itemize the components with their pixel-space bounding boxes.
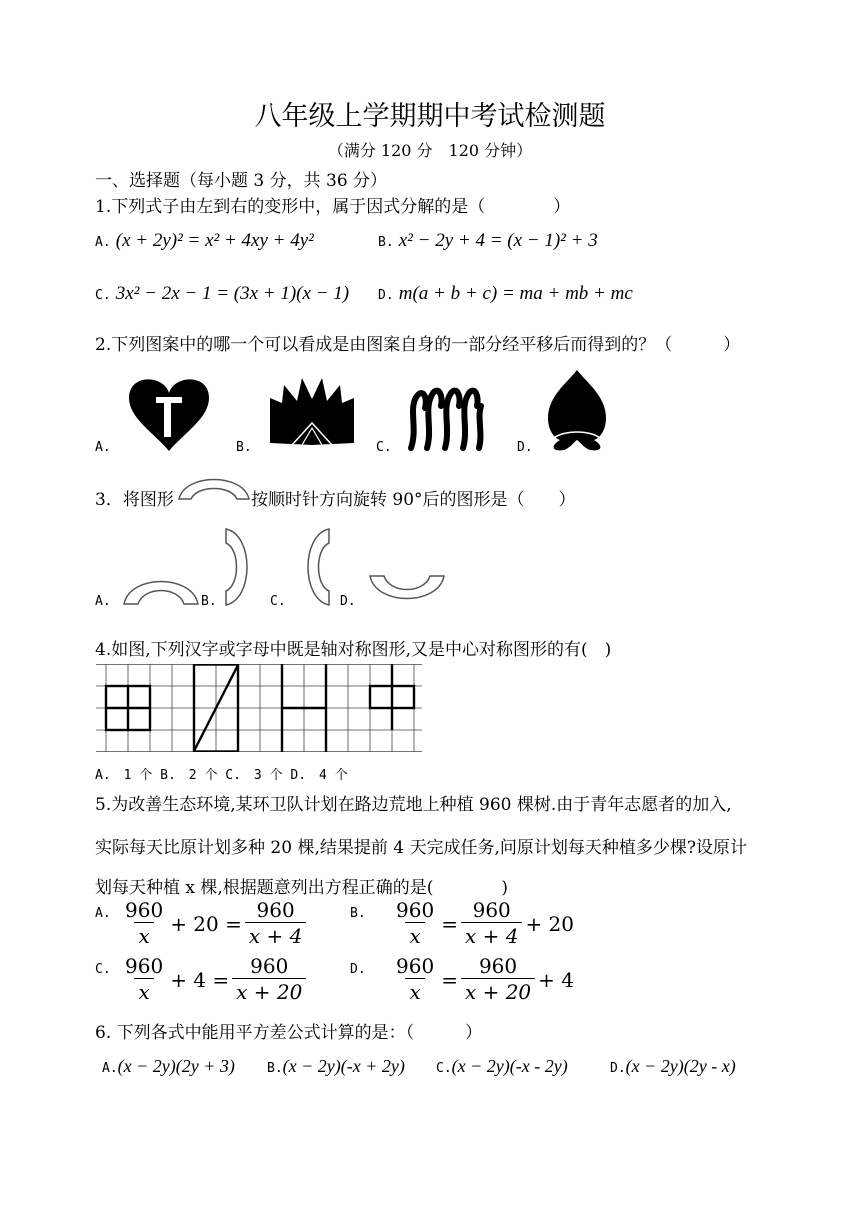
q5-label-c: C. [95,962,111,977]
denominator: x + 4 [461,922,522,949]
q5-option-b [389,898,574,949]
q1-d-label: D. [378,288,394,303]
q5-line-1: 5.为改善生态环境,某环卫队计划在路边荒地上种植 960 棵树.由于青年志愿者的加入, [95,795,732,815]
q1-stem: 1.下列式子由左到右的变形中，属于因式分解的是（ ） [95,197,571,217]
q3-label-d: D. [340,594,356,609]
q6-a-label: A. [102,1061,118,1076]
q5-label-a: A. [95,906,111,921]
q1-option-a [95,230,314,252]
q5-label-d: D. [350,962,366,977]
fraction [121,954,167,1005]
q6-option-c [436,1056,568,1077]
q6-b-label: B. [267,1061,283,1076]
equals-sign: = [441,967,458,992]
q3-stem-start: 3．将图形 [95,490,174,510]
numerator: 960 [125,954,164,978]
arch-shape-figure [175,471,253,503]
denominator: x + 20 [461,978,535,1005]
q6-option-d [610,1056,736,1077]
arch-up-option-a [120,570,202,608]
q4-options: A. 1 个 B. 2 个 C. 3 个 D. 4 个 [95,768,348,783]
q6-a-expr: (x − 2y)(2y + 3) [117,1056,235,1076]
denominator: x + 4 [245,922,306,949]
q6-d-expr: (x − 2y)(2y - x) [625,1056,736,1076]
q6-b-expr: (x − 2y)(-x + 2y) [282,1056,405,1076]
plus-term: + 20 [170,911,219,936]
section-heading: 一、选择题（每小题 3 分，共 36 分） [95,171,388,191]
q1-option-c [95,283,349,305]
q5-line-2: 实际每天比原计划多种 20 棵,结果提前 4 天完成任务,问原计划每天种植多少棵?设原计 [95,838,747,858]
arch-left-option-c [295,525,335,609]
numerator: 960 [478,954,518,978]
q2-stem: 2.下列图案中的哪一个可以看成是由图案自身的一部分经平移后而得到的？（ ） [95,335,741,355]
q2-label-d: D. [517,440,533,455]
heart-figure [544,368,610,454]
fraction [245,898,306,949]
page-subtitle: （满分 120 分 120 分钟） [327,141,533,160]
denominator: x [405,978,424,1005]
fraction [232,954,306,1005]
heart-cross-figure [124,373,214,453]
q6-d-label: D. [610,1061,626,1076]
q1-a-label: A. [95,235,111,250]
q1-b-expr: x² − 2y + 4 = (x − 1)² + 3 [398,230,598,251]
q1-a-expr: (x + 2y)² = x² + 4xy + 4y² [115,230,314,251]
equals-sign: = [212,967,230,992]
q3-label-c: C. [270,594,286,609]
numerator: 960 [472,898,511,922]
fraction [121,898,167,949]
q3-label-b: B. [201,594,217,609]
fraction [461,898,522,949]
q6-stem: 6. 下列各式中能用平方差公式计算的是：（ ） [95,1023,483,1043]
q1-c-expr: 3x² − 2x − 1 = (3x + 1)(x − 1) [115,283,350,304]
plus-term: + 4 [538,967,574,992]
q4-stem: 4.如图,下列汉字或字母中既是轴对称图形,又是中心对称图形的有( ) [95,640,612,660]
numerator: 960 [396,898,435,922]
q1-option-b [378,230,598,252]
q1-option-d [378,283,633,305]
letter-grid-figure [96,664,422,752]
fraction [461,954,535,1005]
q6-c-label: C. [436,1061,452,1076]
denominator: x + 20 [232,978,306,1005]
q2-label-c: C. [376,440,392,455]
q6-option-a [102,1056,235,1077]
q2-label-a: A. [95,440,111,455]
people-figure [403,378,488,454]
denominator: x [405,922,424,949]
q1-c-label: C. [95,288,111,303]
q5-option-c [118,954,309,1005]
plus-term: + 20 [525,911,575,936]
q5-line-3: 划每天种植 x 棵,根据题意列出方程正确的是( ) [95,878,509,898]
plus-term: + 4 [170,967,207,992]
numerator: 960 [125,898,164,922]
q2-label-b: B. [236,440,252,455]
q5-label-b: B. [350,906,366,921]
q6-c-expr: (x − 2y)(-x - 2y) [451,1056,568,1076]
q3-label-a: A. [95,594,111,609]
q1-b-label: B. [378,235,394,250]
arch-right-option-b [220,525,260,609]
numerator: 960 [396,954,435,978]
fan-figure [262,373,362,451]
q5-option-d [389,954,574,1005]
denominator: x [134,922,153,949]
denominator: x [134,978,153,1005]
equals-sign: = [225,911,242,936]
fraction [392,898,438,949]
page-title: 八年级上学期期中考试检测题 [254,101,606,132]
q3-stem-end: 按顺时针方向旋转 90°后的图形是（ ） [251,490,576,510]
fraction [392,954,438,1005]
equals-sign: = [441,911,458,936]
q6-option-b [267,1056,405,1077]
q1-d-expr: m(a + b + c) = ma + mb + mc [398,283,633,304]
numerator: 960 [250,954,289,978]
numerator: 960 [256,898,295,922]
arch-down-option-d [366,572,448,610]
q5-option-a [118,898,309,949]
